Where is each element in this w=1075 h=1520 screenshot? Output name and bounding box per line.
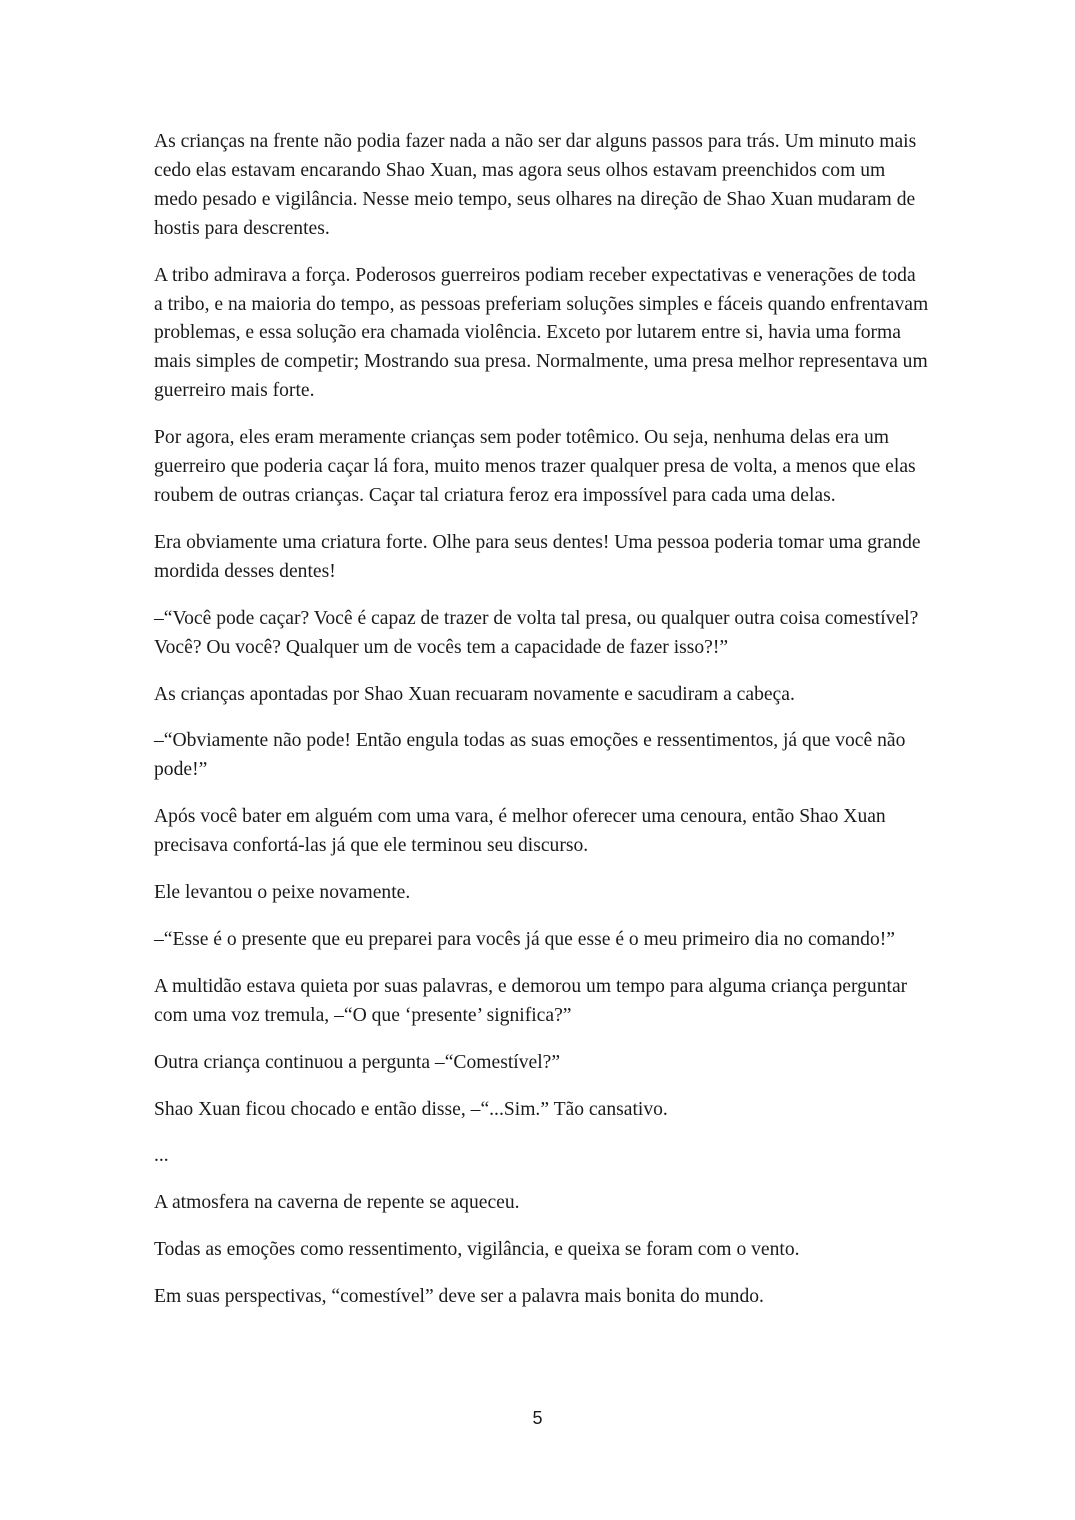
paragraph: Por agora, eles eram meramente crianças sem poder totêmico. Ou seja, nenhuma delas era um guerreiro que poderia caçar lá fora, muito menos trazer qualquer presa de volta, a menos que elas roubem de outras crianças. Caçar tal criatura feroz era impossível para cada uma delas. [154, 427, 916, 506]
paragraph: Ele levantou o peixe novamente. [154, 882, 411, 904]
body-text [154, 128, 929, 1330]
paragraph: –“Você pode caçar? Você é capaz de trazer de volta tal presa, ou qualquer outra coisa comestível? Você? Ou você? Qualquer um de vocês tem a capacidade de fazer isso?!” [154, 607, 919, 658]
paragraph: A atmosfera na caverna de repente se aqueceu. [154, 1192, 520, 1214]
paragraph: Outra criança continuou a pergunta –“Comestível?” [154, 1051, 561, 1073]
paragraph: Em suas perspectivas, “comestível” deve ser a palavra mais bonita do mundo. [154, 1286, 764, 1308]
paragraph: Shao Xuan ficou chocado e então disse, –“...Sim.” Tão cansativo. [154, 1098, 668, 1120]
page-number: 5 [532, 1408, 543, 1428]
paragraph: As crianças na frente não podia fazer nada a não ser dar alguns passos para trás. Um minuto mais cedo elas estavam encarando Shao Xuan, mas agora seus olhos estavam preenchidos com um medo pesado e vigilância. Nesse meio tempo, seus olhares na direção de Shao Xuan mudaram de hostis para descrentes. [154, 131, 917, 239]
paragraph: –“Obviamente não pode! Então engula todas as suas emoções e ressentimentos, já que você não pode!” [154, 730, 906, 781]
scene-break: ... [154, 1145, 169, 1167]
paragraph: A multidão estava quieta por suas palavras, e demorou um tempo para alguma criança perguntar com uma voz tremula, –“O que ‘presente’ significa?” [154, 975, 908, 1026]
paragraph: Após você bater em alguém com uma vara, é melhor oferecer uma cenoura, então Shao Xuan precisava confortá-las já que ele terminou seu discurso. [154, 806, 886, 857]
paragraph: –“Esse é o presente que eu preparei para vocês já que esse é o meu primeiro dia no comando!” [154, 928, 895, 950]
paragraph: As crianças apontadas por Shao Xuan recuaram novamente e sacudiram a cabeça. [154, 683, 795, 705]
paragraph: Era obviamente uma criatura forte. Olhe para seus dentes! Uma pessoa poderia tomar uma grande mordida desses dentes! [154, 531, 921, 582]
paragraph: Todas as emoções como ressentimento, vigilância, e queixa se foram com o vento. [154, 1239, 800, 1261]
paragraph: A tribo admirava a força. Poderosos guerreiros podiam receber expectativas e venerações de toda a tribo, e na maioria do tempo, as pessoas preferiam soluções simples e fáceis quando enfrentavam problemas, e essa solução era chamada violência. Exceto por lutarem entre si, havia uma forma mais simples de competir; Mostrando sua presa. Normalmente, uma presa melhor representava um guerreiro mais forte. [154, 264, 929, 402]
